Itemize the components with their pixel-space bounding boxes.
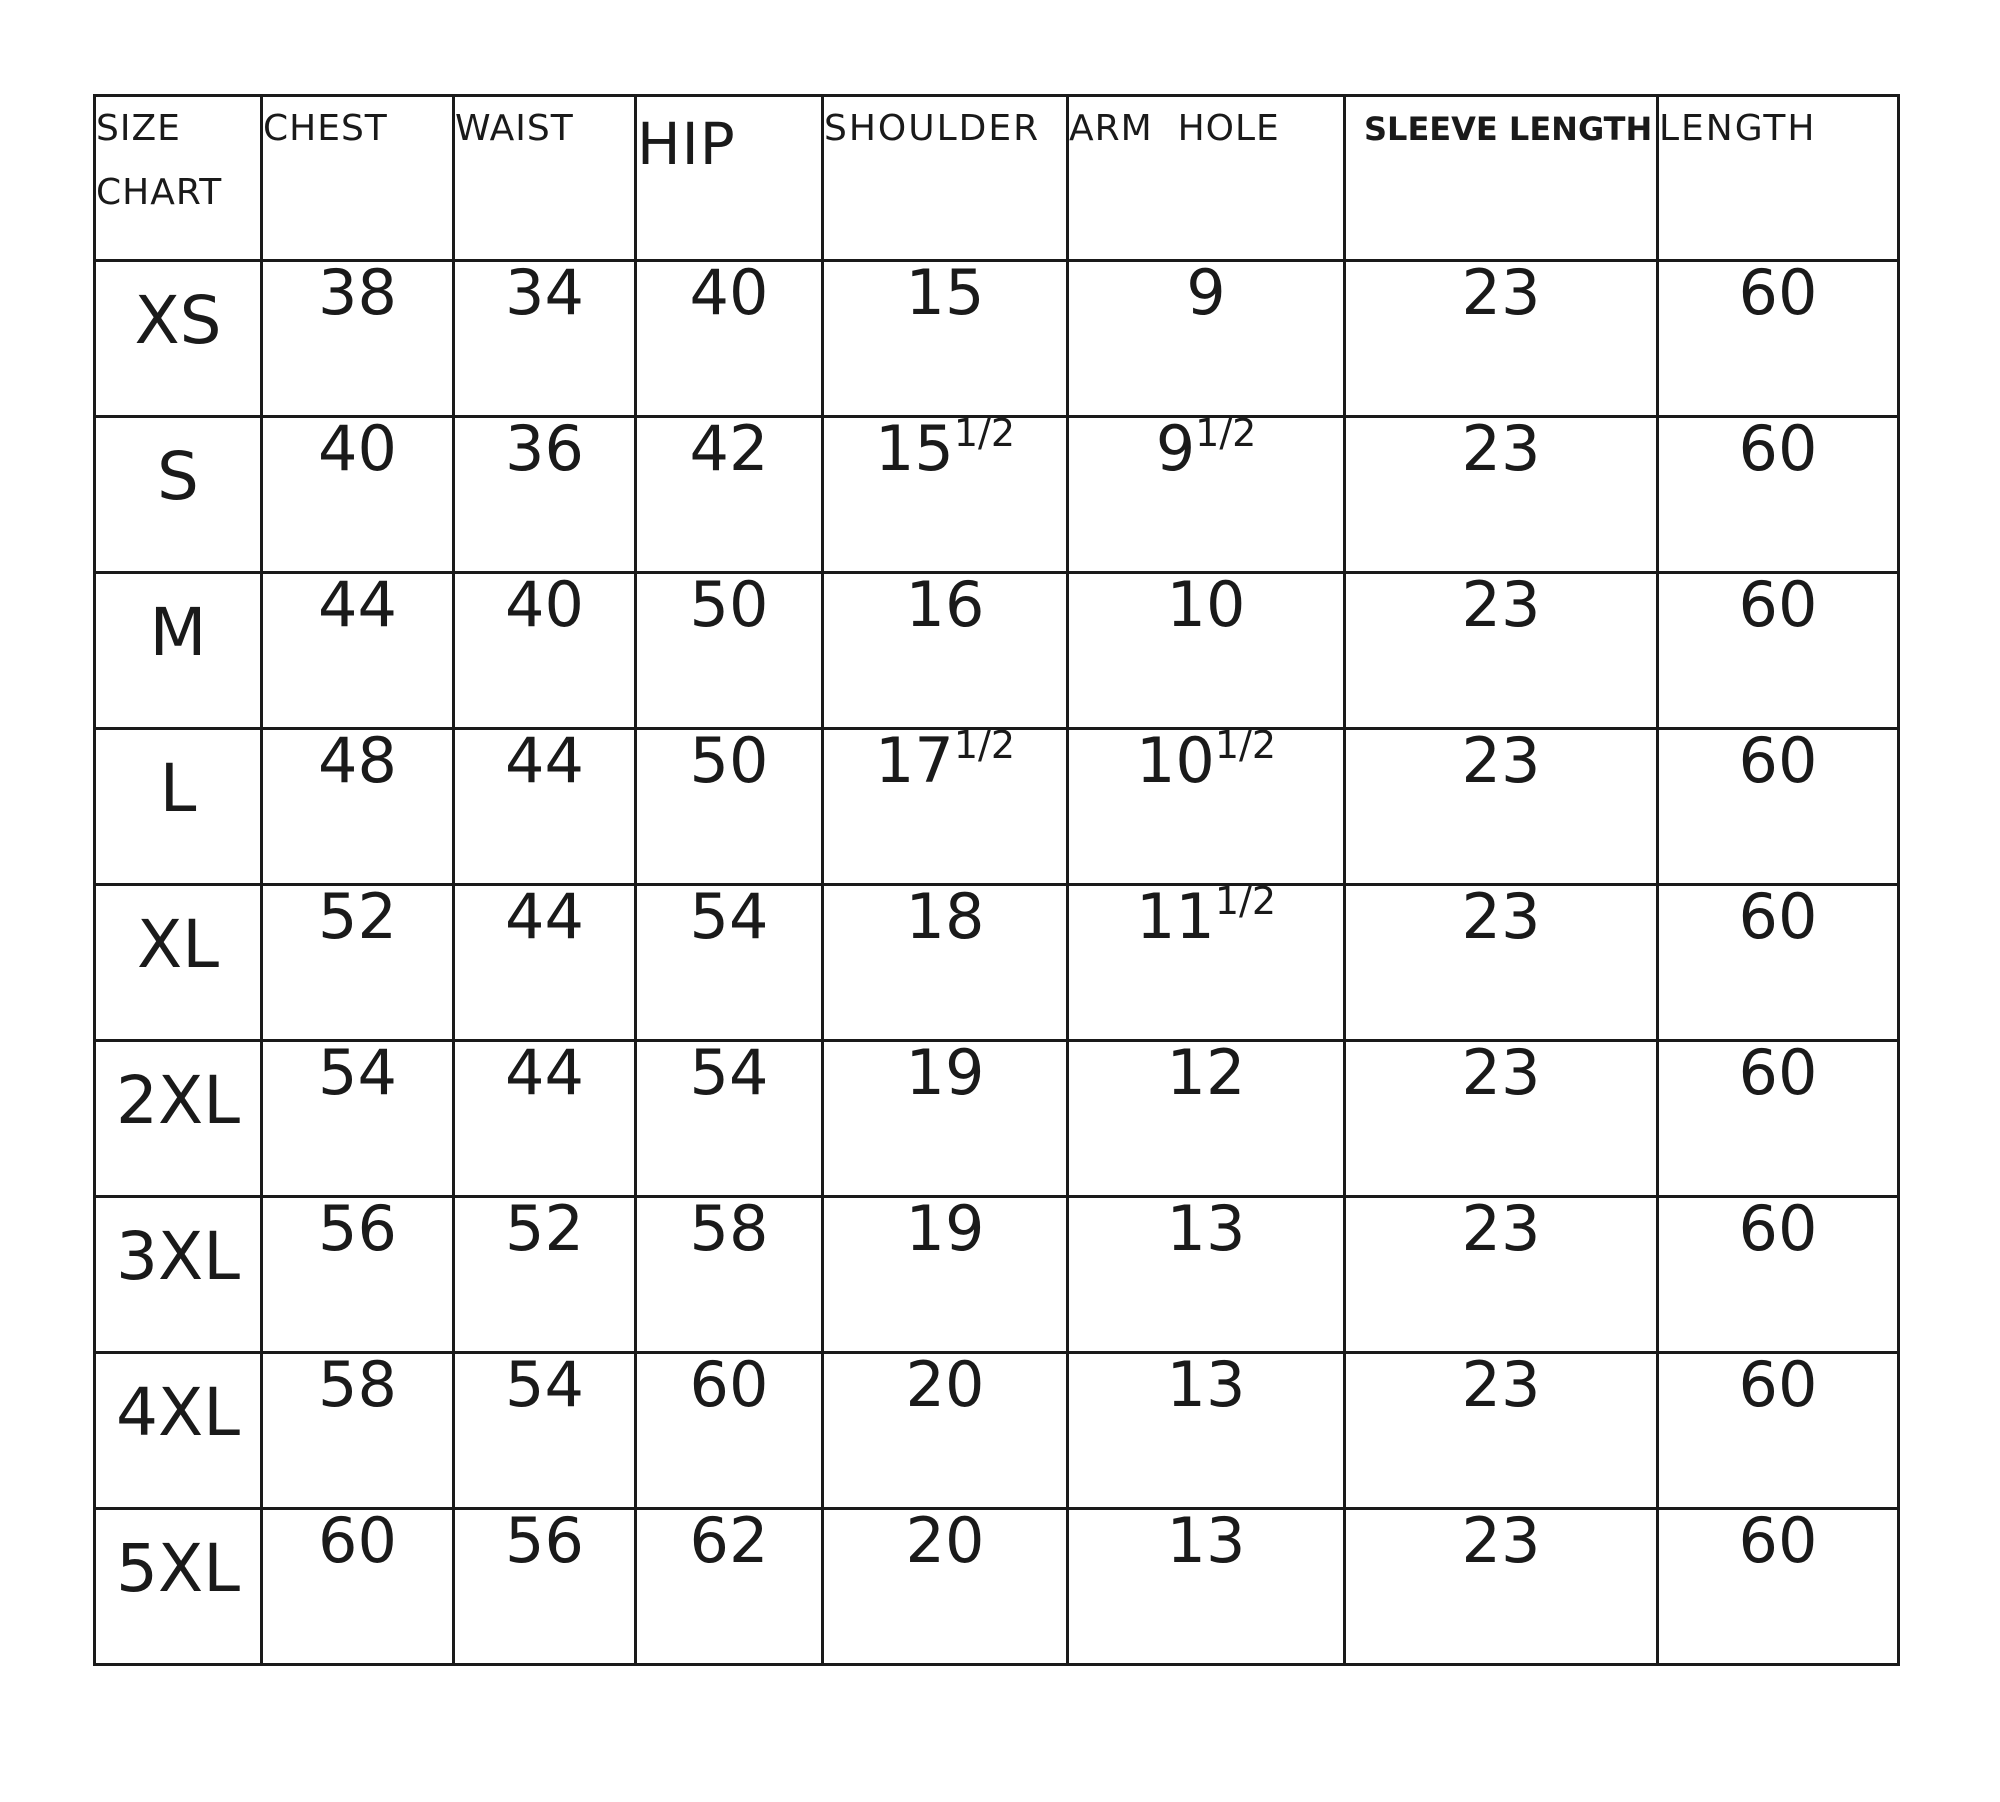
- cell-chest: [262, 1036, 454, 1197]
- cell-value: 50: [689, 568, 769, 641]
- cell-shoulder: [823, 1504, 1068, 1665]
- table-row: [95, 729, 1899, 885]
- cell-arm-hole: [1068, 1348, 1345, 1509]
- cell-value: 13: [1166, 1192, 1246, 1265]
- cell-waist: [454, 256, 636, 417]
- cell-arm-hole: [1068, 1192, 1345, 1353]
- cell-arm-hole: [1068, 411, 1345, 573]
- cell-value: 11: [1135, 880, 1215, 953]
- cell-value: 60: [1738, 256, 1818, 329]
- cell-value: 13: [1166, 1504, 1246, 1577]
- cell-value: 54: [689, 1036, 769, 1109]
- cell-value: 19: [905, 1192, 985, 1265]
- header-size-line2: CHART: [96, 172, 223, 213]
- cell-size: [95, 729, 262, 885]
- cell-value: 58: [318, 1348, 397, 1421]
- cell-hip: [636, 1192, 823, 1353]
- cell-value: 60: [1738, 1036, 1818, 1109]
- cell-value: 40: [689, 256, 769, 329]
- cell-arm-hole: [1068, 1036, 1345, 1197]
- cell-value: 40: [505, 568, 584, 641]
- cell-arm-hole: [1068, 568, 1345, 729]
- cell-size: [95, 1509, 262, 1665]
- cell-value: 15: [874, 412, 954, 485]
- table-row: [95, 573, 1899, 729]
- cell-arm-hole: [1068, 723, 1345, 885]
- cell-length: [1658, 412, 1899, 573]
- cell-waist: [454, 568, 636, 729]
- cell-length: [1658, 256, 1899, 417]
- cell-value: XS: [134, 282, 222, 359]
- table-row: [95, 1509, 1899, 1665]
- cell-waist: [454, 1192, 636, 1353]
- cell-value: 10: [1166, 568, 1246, 641]
- cell-sleeve-length: [1345, 568, 1658, 729]
- cell-value: 9: [1155, 412, 1196, 485]
- table-row: [95, 1197, 1899, 1353]
- cell-value: 60: [1738, 724, 1818, 797]
- cell-hip: [636, 1504, 823, 1665]
- cell-hip: [636, 412, 823, 573]
- cell-value: 18: [905, 880, 985, 953]
- table-row: [95, 261, 1899, 417]
- cell-shoulder: [823, 1036, 1068, 1197]
- cell-value: 60: [318, 1504, 397, 1577]
- cell-value: 60: [1738, 412, 1818, 485]
- cell-chest: [262, 1348, 454, 1509]
- header-sleeve-length: SLEEVE LENGTH: [1345, 96, 1658, 261]
- cell-value: 20: [905, 1348, 985, 1421]
- cell-waist: [454, 724, 636, 885]
- cell-value: 60: [689, 1348, 769, 1421]
- cell-size: [95, 1197, 262, 1353]
- cell-chest: [262, 1504, 454, 1665]
- cell-length: [1658, 568, 1899, 729]
- cell-sleeve-length: [1345, 412, 1658, 573]
- cell-hip: [636, 1036, 823, 1197]
- cell-value: 15: [905, 256, 985, 329]
- cell-value: 60: [1738, 1192, 1818, 1265]
- cell-length: [1658, 880, 1899, 1041]
- cell-sleeve-length: [1345, 724, 1658, 885]
- cell-value: 60: [1738, 1348, 1818, 1421]
- cell-value: 2XL: [116, 1062, 240, 1139]
- size-chart-table: [93, 94, 1900, 1666]
- cell-value: 9: [1186, 256, 1226, 329]
- cell-value: 56: [505, 1504, 584, 1577]
- cell-size: [95, 261, 262, 417]
- cell-waist: [454, 880, 636, 1041]
- cell-sleeve-length: [1345, 1192, 1658, 1353]
- cell-chest: [262, 256, 454, 417]
- cell-arm-hole: [1068, 1504, 1345, 1665]
- cell-value: 23: [1461, 412, 1541, 485]
- cell-value: 60: [1738, 568, 1818, 641]
- cell-value: 4XL: [116, 1374, 240, 1451]
- header-shoulder: SHOULDER: [823, 96, 1068, 261]
- header-row: [95, 96, 1899, 261]
- header-waist: WAIST: [454, 96, 636, 261]
- cell-value: 23: [1461, 1036, 1541, 1109]
- cell-hip: [636, 256, 823, 417]
- cell-value: 50: [689, 724, 769, 797]
- cell-value: XL: [137, 906, 219, 983]
- cell-chest: [262, 880, 454, 1041]
- table-row: [95, 1041, 1899, 1197]
- cell-value: 60: [1738, 880, 1818, 953]
- cell-value: 13: [1166, 1348, 1246, 1421]
- cell-value: 23: [1461, 1192, 1541, 1265]
- cell-waist: [454, 412, 636, 573]
- cell-value: 62: [689, 1504, 769, 1577]
- cell-value: 42: [689, 412, 769, 485]
- cell-arm-hole: [1068, 256, 1345, 417]
- cell-value: 3XL: [116, 1218, 240, 1295]
- cell-value: M: [149, 594, 207, 671]
- cell-value: 44: [505, 1036, 584, 1109]
- cell-shoulder: [823, 1192, 1068, 1353]
- cell-value: 23: [1461, 256, 1541, 329]
- cell-value: 58: [689, 1192, 769, 1265]
- cell-value: 23: [1461, 568, 1541, 641]
- cell-chest: [262, 568, 454, 729]
- cell-shoulder: [823, 568, 1068, 729]
- cell-hip: [636, 568, 823, 729]
- cell-length: [1658, 724, 1899, 885]
- cell-value: 19: [905, 1036, 985, 1109]
- header-arm-hole: ARM HOLE: [1068, 96, 1345, 261]
- cell-shoulder: [823, 256, 1068, 417]
- cell-value: 54: [689, 880, 769, 953]
- cell-value: 56: [318, 1192, 397, 1265]
- cell-waist: [454, 1348, 636, 1509]
- cell-value: 48: [318, 724, 397, 797]
- cell-shoulder: [823, 1348, 1068, 1509]
- cell-value: 17: [874, 724, 954, 797]
- cell-value: 23: [1461, 880, 1541, 953]
- cell-value: 40: [318, 412, 397, 485]
- cell-chest: [262, 724, 454, 885]
- cell-value: 52: [318, 880, 397, 953]
- cell-length: [1658, 1192, 1899, 1353]
- cell-size: [95, 1353, 262, 1509]
- table-row: [95, 1353, 1899, 1509]
- cell-value: 60: [1738, 1504, 1818, 1577]
- cell-hip: [636, 1348, 823, 1509]
- cell-value: 5XL: [116, 1530, 240, 1607]
- header-size-chart: [95, 96, 262, 261]
- table-row: [95, 885, 1899, 1041]
- header-hip: HIP: [636, 96, 823, 261]
- cell-length: [1658, 1504, 1899, 1665]
- header-length: LENGTH: [1658, 96, 1899, 261]
- cell-sleeve-length: [1345, 1036, 1658, 1197]
- table-header: [95, 96, 1899, 261]
- cell-value: 52: [505, 1192, 584, 1265]
- cell-value: 10: [1135, 724, 1215, 797]
- cell-sleeve-length: [1345, 1348, 1658, 1509]
- cell-arm-hole: [1068, 879, 1345, 1041]
- cell-size: [95, 1041, 262, 1197]
- cell-value: 44: [318, 568, 397, 641]
- cell-value: 34: [505, 256, 584, 329]
- cell-size: [95, 417, 262, 573]
- cell-chest: [262, 412, 454, 573]
- cell-fraction: 1/2: [1214, 723, 1277, 767]
- cell-value: L: [159, 750, 197, 827]
- cell-value: 12: [1166, 1036, 1246, 1109]
- cell-value: 44: [505, 880, 584, 953]
- cell-value: 23: [1461, 1348, 1541, 1421]
- cell-waist: [454, 1036, 636, 1197]
- cell-size: [95, 885, 262, 1041]
- header-chest: CHEST: [262, 96, 454, 261]
- cell-fraction: 1/2: [953, 411, 1016, 455]
- cell-value: 38: [318, 256, 397, 329]
- cell-value: 36: [505, 412, 584, 485]
- cell-hip: [636, 880, 823, 1041]
- cell-size: [95, 573, 262, 729]
- table-body: [95, 256, 1899, 1665]
- cell-shoulder: [823, 411, 1068, 573]
- cell-value: 54: [318, 1036, 397, 1109]
- cell-fraction: 1/2: [953, 723, 1016, 767]
- cell-chest: [262, 1192, 454, 1353]
- cell-value: 54: [505, 1348, 584, 1421]
- cell-sleeve-length: [1345, 1504, 1658, 1665]
- cell-value: S: [157, 438, 199, 515]
- cell-length: [1658, 1348, 1899, 1509]
- table-row: [95, 417, 1899, 573]
- cell-value: 44: [505, 724, 584, 797]
- cell-sleeve-length: [1345, 880, 1658, 1041]
- cell-fraction: 1/2: [1195, 411, 1257, 455]
- cell-sleeve-length: [1345, 256, 1658, 417]
- cell-waist: [454, 1504, 636, 1665]
- cell-shoulder: [823, 880, 1068, 1041]
- cell-value: 20: [905, 1504, 985, 1577]
- cell-value: 23: [1461, 1504, 1541, 1577]
- header-size-line1: SIZE: [96, 108, 181, 149]
- cell-hip: [636, 724, 823, 885]
- cell-fraction: 1/2: [1214, 879, 1277, 923]
- cell-value: 23: [1461, 724, 1541, 797]
- cell-value: 16: [905, 568, 985, 641]
- cell-shoulder: [823, 723, 1068, 885]
- cell-length: [1658, 1036, 1899, 1197]
